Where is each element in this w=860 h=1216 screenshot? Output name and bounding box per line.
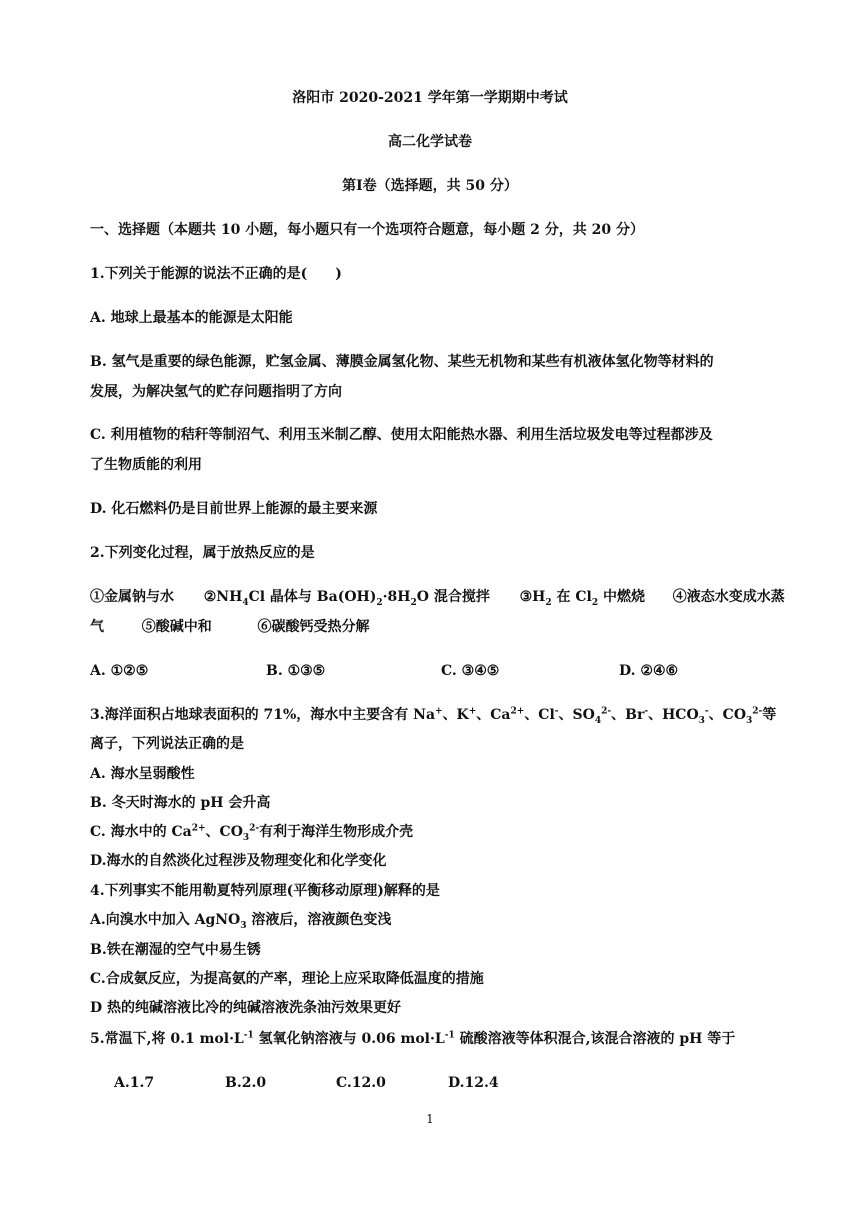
q2-items-line2: [90, 618, 370, 636]
q2-items-line1: [90, 588, 785, 606]
q3-option-c: C. 海水中的 $Ca^{2+}$、$CO_3^{2-}$有利于海洋生物形成介壳: [90, 823, 414, 843]
page-number: 1: [426, 1112, 434, 1126]
q2-item-4: ④液态水变成水蒸: [672, 589, 785, 605]
q2-option-b: B. ①③⑤: [266, 663, 326, 679]
q5-option-a: A.1.7: [114, 1075, 155, 1091]
q2-item-6: ⑥碳酸钙受热分解: [257, 619, 370, 635]
q4-option-b: B.铁在潮湿的空气中易生锈: [90, 942, 261, 958]
q2-item-3: $③H_2$ 在 $Cl_2$ 中燃烧: [519, 589, 645, 608]
q2-item-2: $②NH_4Cl$ 晶体与 $Ba(OH)_2\cdot 8H_2O$ 混合搅拌: [203, 589, 490, 608]
q1-option-b-line2: 发展，为解决氢气的贮存问题指明了方向: [90, 384, 342, 400]
q3-stem-line1: 3.海洋面积占地球表面积的 71%，海水中主要含有 Na+、K+、$Ca^{2+}$、Cl-、$SO_4^{2-}$、Br-、$HCO_3^-$、$CO_3^{2-}$等: [90, 706, 777, 726]
q4-option-d: D 热的纯碱溶液比冷的纯碱溶液洗条油污效果更好: [90, 1000, 402, 1016]
q4-stem: 4.下列事实不能用勒夏特列原理(平衡移动原理)解释的是: [90, 883, 440, 899]
q1-option-c-line2: 了生物质能的利用: [90, 457, 202, 473]
q2-item-4-cont: 气: [90, 619, 104, 635]
q1-option-c-line1: C. 利用植物的秸秆等制沼气、利用玉米制乙醇、使用太阳能热水器、利用生活垃圾发电等过程都涉及: [90, 427, 713, 443]
q3-option-a: A. 海水呈弱酸性: [90, 766, 195, 782]
q1-option-a: A. 地球上最基本的能源是太阳能: [90, 310, 293, 326]
q5-option-c: C.12.0: [336, 1075, 386, 1091]
q2-option-d: D. ②④⑥: [619, 663, 679, 679]
q2-option-a: A. ①②⑤: [90, 663, 149, 679]
part-heading: 第Ⅰ卷（选择题，共 50 分）: [342, 178, 518, 194]
q5-option-b: B.2.0: [225, 1075, 267, 1091]
q5-stem: 5.常温下,将 0.1 $mol\cdot L^{-1}$ 氢氧化钠溶液与 0.06 $mol\cdot L^{-1}$ 硫酸溶液等体积混合,该混合溶液的 pH 等于: [90, 1030, 736, 1047]
q2-item-5: ⑤酸碱中和: [141, 619, 212, 635]
exam-title: 洛阳市 2020-2021 学年第一学期期中考试: [292, 90, 568, 106]
q2-stem: 2.下列变化过程，属于放热反应的是: [90, 545, 315, 561]
q2-item-1: ①金属钠与水: [90, 589, 174, 605]
q1-stem: 1.下列关于能源的说法不正确的是( ): [90, 266, 342, 282]
q1-option-b-line1: B. 氢气是重要的绿色能源，贮氢金属、薄膜金属氢化物、某些无机物和某些有机液体氢化物等材料的: [90, 354, 714, 370]
exam-subtitle: 高二化学试卷: [388, 134, 472, 150]
q5-option-d: D.12.4: [448, 1075, 499, 1091]
q3-option-d: D.海水的自然淡化过程涉及物理变化和化学变化: [90, 853, 387, 869]
q3-option-b: B. 冬天时海水的 pH 会升高: [90, 795, 271, 811]
q4-option-c: C.合成氨反应，为提高氨的产率，理论上应采取降低温度的措施: [90, 971, 484, 987]
section-heading: 一、选择题（本题共 10 小题，每小题只有一个选项符合题意，每小题 2 分，共 20 分）: [90, 222, 644, 238]
q1-option-d: D. 化石燃料仍是目前世界上能源的最主要来源: [90, 501, 378, 517]
q4-option-a: A.向溴水中加入 AgNO$_3$ 溶液后，溶液颜色变浅: [90, 912, 392, 931]
q2-option-c: C. ③④⑤: [441, 663, 500, 679]
q3-stem-line2: 离子，下列说法正确的是: [90, 736, 244, 752]
